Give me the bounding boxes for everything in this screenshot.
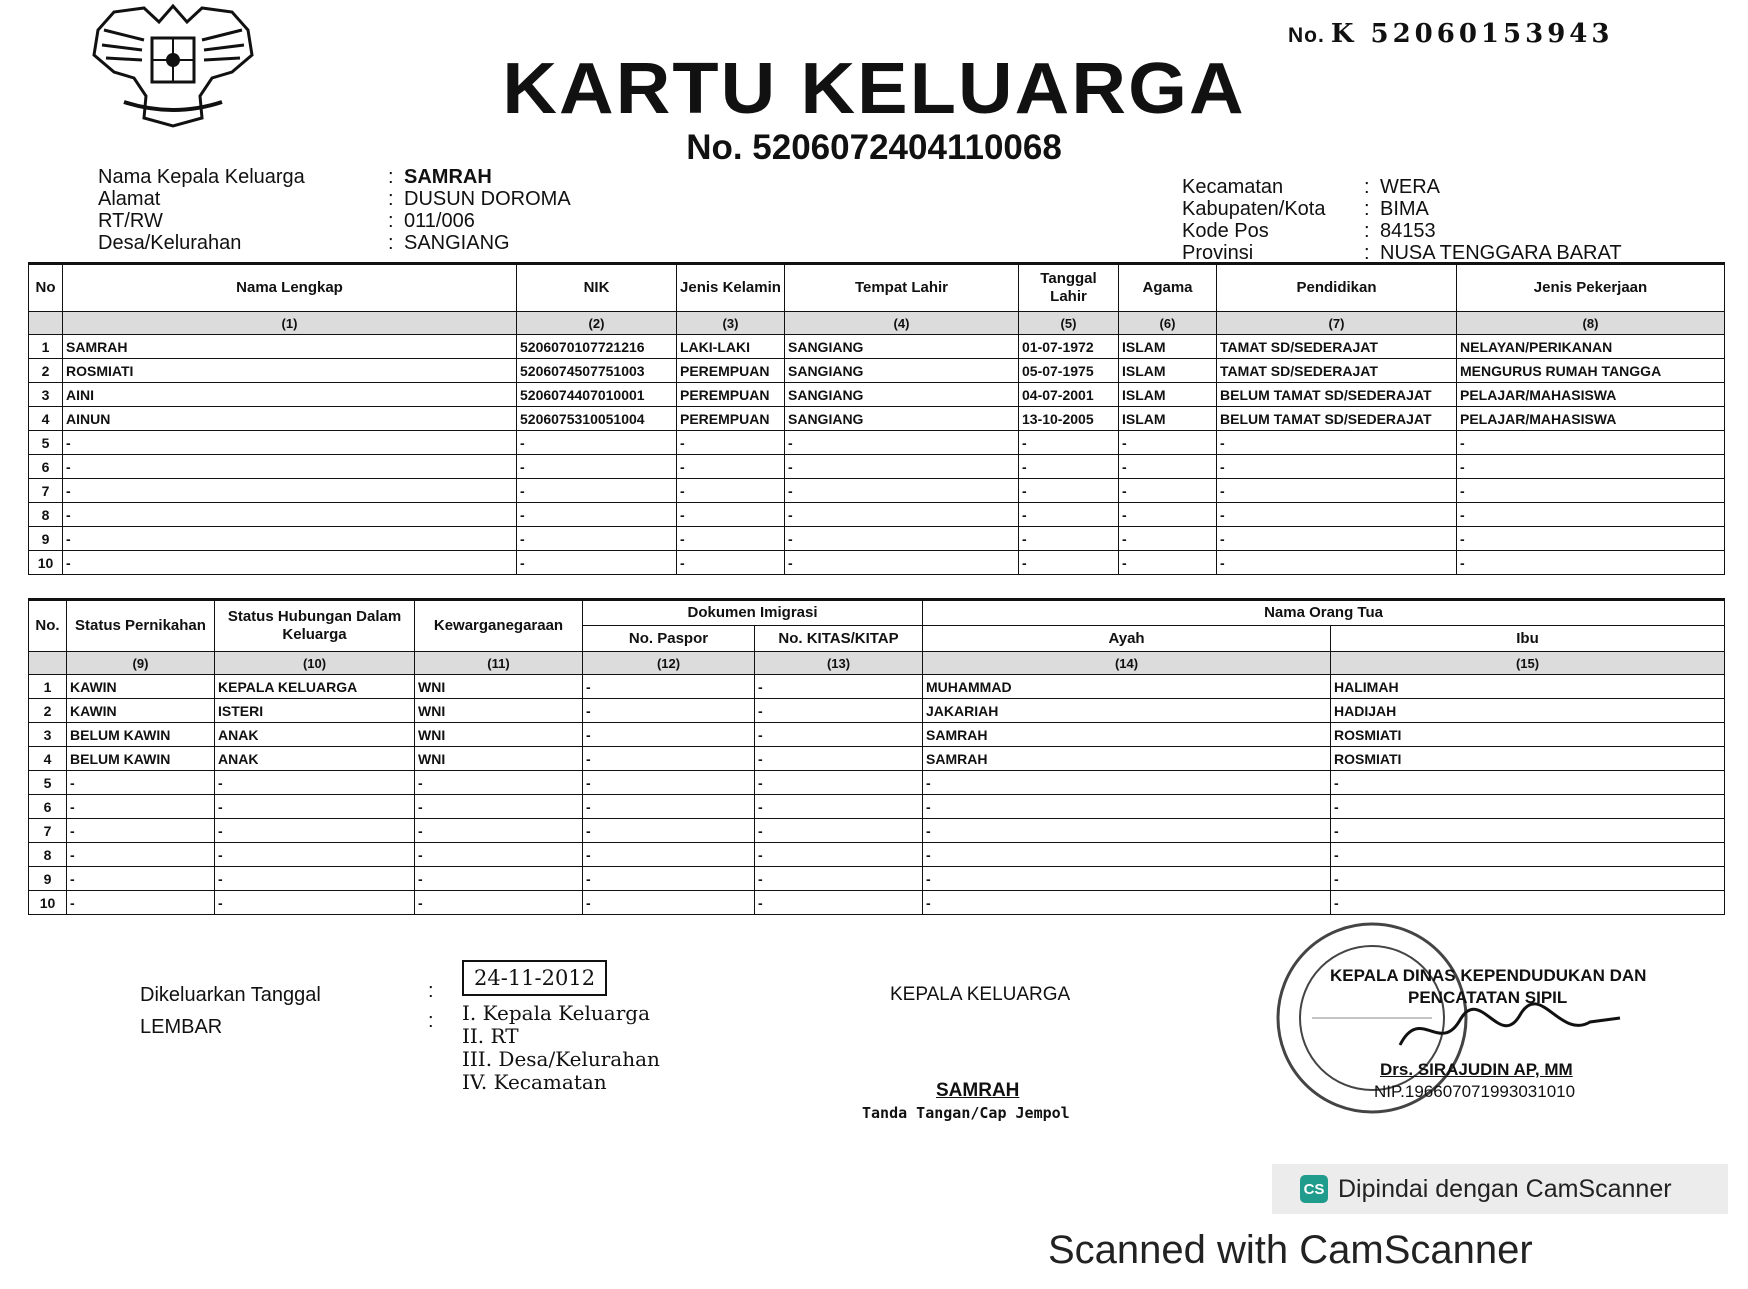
col-number: [29, 312, 63, 335]
cell-status: -: [67, 891, 215, 915]
info-colon: :: [388, 210, 394, 232]
cell-hub: -: [215, 771, 415, 795]
table-row: [29, 795, 1725, 819]
cell-paspor: -: [583, 747, 755, 771]
serial-number: [1288, 18, 1613, 49]
info-row: [98, 188, 571, 210]
cell-paspor: -: [583, 867, 755, 891]
col-header-status-pernikahan: Status Pernikahan: [67, 600, 215, 652]
info-label: Provinsi: [1182, 242, 1254, 264]
col-header-kewarganegaraan: Kewarganegaraan: [415, 600, 583, 652]
lembar-list: [462, 1002, 660, 1094]
cell-nik: -: [517, 455, 677, 479]
table-row: [29, 431, 1725, 455]
cell-ayah: MUHAMMAD: [923, 675, 1331, 699]
cell-status: BELUM KAWIN: [67, 747, 215, 771]
col-number: (8): [1457, 312, 1725, 335]
lembar-item: III. Desa/Kelurahan: [462, 1047, 660, 1071]
cell-jk: PEREMPUAN: [677, 383, 785, 407]
cell-tgl: 04-07-2001: [1019, 383, 1119, 407]
info-row: [1182, 176, 1622, 198]
cell-ayah: -: [923, 795, 1331, 819]
cell-warga: -: [415, 891, 583, 915]
cell-kerja: -: [1457, 455, 1725, 479]
cell-no: 1: [29, 675, 67, 699]
cell-nama: ROSMIATI: [63, 359, 517, 383]
kepala-keluarga-name: SAMRAH: [936, 1080, 1020, 1101]
cell-tempat: SANGIANG: [785, 407, 1019, 431]
info-colon: :: [1364, 220, 1370, 242]
cell-no: 2: [29, 699, 67, 723]
cell-ibu: ROSMIATI: [1331, 723, 1725, 747]
cell-hub: -: [215, 867, 415, 891]
cell-warga: -: [415, 795, 583, 819]
cell-status: -: [67, 771, 215, 795]
table-row: [29, 867, 1725, 891]
info-value: 84153: [1380, 220, 1436, 242]
cell-no: 5: [29, 431, 63, 455]
col-header-nik: NIK: [517, 264, 677, 312]
cell-nik: 5206074407010001: [517, 383, 677, 407]
cell-paspor: -: [583, 819, 755, 843]
cell-jk: PEREMPUAN: [677, 359, 785, 383]
info-value: DUSUN DOROMA: [404, 188, 571, 210]
table-row: [29, 479, 1725, 503]
cell-kitas: -: [755, 747, 923, 771]
cell-tgl: -: [1019, 479, 1119, 503]
cell-paspor: -: [583, 723, 755, 747]
cell-kitas: -: [755, 771, 923, 795]
table-row: [29, 819, 1725, 843]
cell-status: KAWIN: [67, 699, 215, 723]
cell-tempat: -: [785, 431, 1019, 455]
col-header-status-hubungan: Status Hubungan Dalam Keluarga: [215, 600, 415, 652]
cell-no: 3: [29, 723, 67, 747]
official-nip: NIP.196607071993031010: [1374, 1082, 1576, 1101]
cell-tgl: 13-10-2005: [1019, 407, 1119, 431]
cell-pend: BELUM TAMAT SD/SEDERAJAT: [1217, 383, 1457, 407]
cell-jk: -: [677, 431, 785, 455]
issued-date-value: 24-11-2012: [462, 960, 607, 996]
cell-hub: KEPALA KELUARGA: [215, 675, 415, 699]
col-header-dokumen-imigrasi: Dokumen Imigrasi: [583, 600, 923, 626]
cell-status: -: [67, 843, 215, 867]
cell-tgl: -: [1019, 431, 1119, 455]
cell-paspor: -: [583, 795, 755, 819]
table-row: [29, 891, 1725, 915]
cell-ibu: -: [1331, 819, 1725, 843]
col-header-tanggal-lahir: Tanggal Lahir: [1019, 264, 1119, 312]
col-number: (13): [755, 652, 923, 675]
cell-tempat: SANGIANG: [785, 335, 1019, 359]
col-header-pendidikan: Pendidikan: [1217, 264, 1457, 312]
cell-ibu: HALIMAH: [1331, 675, 1725, 699]
info-value: BIMA: [1380, 198, 1429, 220]
col-number: (11): [415, 652, 583, 675]
official-name: Drs. SIRAJUDIN AP, MM: [1380, 1060, 1573, 1079]
cell-no: 6: [29, 455, 63, 479]
col-header-nama-orang-tua: Nama Orang Tua: [923, 600, 1725, 626]
cell-kitas: -: [755, 699, 923, 723]
family-card-number: No. 5206072404110068: [686, 128, 1062, 167]
cell-ayah: -: [923, 867, 1331, 891]
cell-jk: -: [677, 551, 785, 575]
cell-ayah: -: [923, 819, 1331, 843]
info-label: Kode Pos: [1182, 220, 1269, 242]
info-label: Desa/Kelurahan: [98, 232, 242, 254]
info-row: [98, 232, 571, 254]
info-value: NUSA TENGGARA BARAT: [1380, 242, 1622, 264]
info-label: Nama Kepala Keluarga: [98, 166, 305, 188]
col-header-ibu: Ibu: [1331, 626, 1725, 652]
col-number: (3): [677, 312, 785, 335]
lembar-item: I. Kepala Keluarga: [462, 1001, 650, 1025]
table-row: [29, 383, 1725, 407]
cell-no: 8: [29, 843, 67, 867]
info-colon: :: [388, 166, 394, 188]
cell-paspor: -: [583, 771, 755, 795]
camscanner-banner: [1272, 1164, 1728, 1214]
col-number: (5): [1019, 312, 1119, 335]
cell-agama: ISLAM: [1119, 383, 1217, 407]
col-number: (4): [785, 312, 1019, 335]
cell-ayah: -: [923, 771, 1331, 795]
cell-agama: -: [1119, 551, 1217, 575]
cell-tgl: -: [1019, 455, 1119, 479]
cell-paspor: -: [583, 891, 755, 915]
info-row: [98, 210, 571, 232]
official-title-line2: PENCATATAN SIPIL: [1408, 988, 1568, 1007]
cell-kerja: PELAJAR/MAHASISWA: [1457, 407, 1725, 431]
cell-agama: -: [1119, 503, 1217, 527]
col-header-agama: Agama: [1119, 264, 1217, 312]
cell-agama: ISLAM: [1119, 407, 1217, 431]
cell-nik: -: [517, 479, 677, 503]
table-row: [29, 843, 1725, 867]
cell-no: 8: [29, 503, 63, 527]
cell-pend: -: [1217, 431, 1457, 455]
col-header-nama: Nama Lengkap: [63, 264, 517, 312]
info-colon: :: [1364, 176, 1370, 198]
table-row: [29, 335, 1725, 359]
cell-kitas: -: [755, 843, 923, 867]
table-row: [29, 699, 1725, 723]
info-value: 011/006: [404, 210, 475, 232]
kepala-keluarga-title: KEPALA KELUARGA: [890, 984, 1071, 1005]
cell-nik: -: [517, 503, 677, 527]
cell-tgl: -: [1019, 503, 1119, 527]
cell-pend: TAMAT SD/SEDERAJAT: [1217, 359, 1457, 383]
col-number: (9): [67, 652, 215, 675]
info-colon: :: [388, 188, 394, 210]
col-header-pekerjaan: Jenis Pekerjaan: [1457, 264, 1725, 312]
table-row: [29, 551, 1725, 575]
cell-status: KAWIN: [67, 675, 215, 699]
cell-hub: -: [215, 843, 415, 867]
cell-agama: -: [1119, 527, 1217, 551]
cell-kitas: -: [755, 819, 923, 843]
family-status-table: [28, 598, 1725, 915]
cell-warga: WNI: [415, 723, 583, 747]
col-header-paspor: No. Paspor: [583, 626, 755, 652]
table-row: [29, 723, 1725, 747]
cell-pend: TAMAT SD/SEDERAJAT: [1217, 335, 1457, 359]
info-value: SAMRAH: [404, 166, 492, 188]
lembar-item: II. RT: [462, 1024, 519, 1048]
col-number: (15): [1331, 652, 1725, 675]
cell-nama: AINI: [63, 383, 517, 407]
cell-pend: -: [1217, 455, 1457, 479]
table-row: [29, 455, 1725, 479]
serial-value: K 52060153943: [1330, 19, 1614, 49]
col-number: (7): [1217, 312, 1457, 335]
official-signature-icon: [1390, 1000, 1630, 1060]
cell-no: 3: [29, 383, 63, 407]
table-row: [29, 407, 1725, 431]
table-row: [29, 527, 1725, 551]
table-row: [29, 503, 1725, 527]
cell-nama: -: [63, 455, 517, 479]
col-header-jenis-kelamin: Jenis Kelamin: [677, 264, 785, 312]
lembar-label: LEMBAR: [140, 1016, 223, 1038]
cell-nik: -: [517, 527, 677, 551]
cell-nama: -: [63, 551, 517, 575]
cell-no: 1: [29, 335, 63, 359]
document-title: KARTU KELUARGA: [502, 49, 1246, 129]
cell-ibu: ROSMIATI: [1331, 747, 1725, 771]
col-number: (12): [583, 652, 755, 675]
cell-pend: -: [1217, 527, 1457, 551]
table-row: [29, 675, 1725, 699]
cell-tgl: -: [1019, 551, 1119, 575]
cell-tgl: 01-07-1972: [1019, 335, 1119, 359]
cell-jk: -: [677, 503, 785, 527]
cell-kerja: PELAJAR/MAHASISWA: [1457, 383, 1725, 407]
cell-no: 5: [29, 771, 67, 795]
cell-kitas: -: [755, 891, 923, 915]
cell-kitas: -: [755, 675, 923, 699]
cell-ayah: JAKARIAH: [923, 699, 1331, 723]
cell-nik: 5206075310051004: [517, 407, 677, 431]
camscanner-text: Dipindai dengan CamScanner: [1338, 1174, 1672, 1203]
cell-nama: AINUN: [63, 407, 517, 431]
cell-tgl: -: [1019, 527, 1119, 551]
col-number: (2): [517, 312, 677, 335]
cell-status: -: [67, 795, 215, 819]
cell-nik: -: [517, 431, 677, 455]
cell-nama: -: [63, 431, 517, 455]
info-colon: :: [388, 232, 394, 254]
col-header-kitas: No. KITAS/KITAP: [755, 626, 923, 652]
col-number: (10): [215, 652, 415, 675]
cell-kerja: -: [1457, 503, 1725, 527]
cell-ayah: SAMRAH: [923, 723, 1331, 747]
cell-nama: -: [63, 503, 517, 527]
info-label: Alamat: [98, 188, 161, 210]
header-right-info: [1182, 176, 1622, 264]
info-row: [98, 166, 571, 188]
cell-kitas: -: [755, 723, 923, 747]
col-number: (14): [923, 652, 1331, 675]
cell-jk: LAKI-LAKI: [677, 335, 785, 359]
cell-kerja: NELAYAN/PERIKANAN: [1457, 335, 1725, 359]
cell-nik: -: [517, 551, 677, 575]
family-status-body: [29, 675, 1725, 915]
cell-agama: -: [1119, 479, 1217, 503]
info-label: Kabupaten/Kota: [1182, 198, 1326, 220]
cell-kitas: -: [755, 795, 923, 819]
cell-tempat: -: [785, 527, 1019, 551]
info-value: SANGIANG: [404, 232, 510, 254]
camscanner-icon: CS: [1300, 1175, 1328, 1203]
lembar-colon: :: [428, 1010, 434, 1032]
column-number-row: [29, 312, 1725, 335]
col-header-no: No: [29, 264, 63, 312]
family-members-body: [29, 335, 1725, 575]
table-row: [29, 771, 1725, 795]
cell-warga: WNI: [415, 747, 583, 771]
cell-tempat: SANGIANG: [785, 383, 1019, 407]
info-label: RT/RW: [98, 210, 163, 232]
cell-warga: WNI: [415, 699, 583, 723]
cell-ibu: -: [1331, 795, 1725, 819]
cell-no: 4: [29, 747, 67, 771]
cell-tempat: -: [785, 551, 1019, 575]
info-value: WERA: [1380, 176, 1440, 198]
info-label: Kecamatan: [1182, 176, 1284, 198]
cell-ibu: HADIJAH: [1331, 699, 1725, 723]
col-header-ayah: Ayah: [923, 626, 1331, 652]
cell-tempat: -: [785, 479, 1019, 503]
cell-hub: -: [215, 891, 415, 915]
serial-prefix: No.: [1288, 24, 1325, 47]
cell-kerja: -: [1457, 431, 1725, 455]
col-number: (1): [63, 312, 517, 335]
info-colon: :: [1364, 198, 1370, 220]
cell-warga: -: [415, 843, 583, 867]
cell-hub: -: [215, 795, 415, 819]
cell-nik: 5206070107721216: [517, 335, 677, 359]
cell-tempat: -: [785, 455, 1019, 479]
cell-tgl: 05-07-1975: [1019, 359, 1119, 383]
cell-hub: ISTERI: [215, 699, 415, 723]
cell-no: 10: [29, 891, 67, 915]
cell-warga: -: [415, 819, 583, 843]
cell-ibu: -: [1331, 891, 1725, 915]
cell-pend: -: [1217, 479, 1457, 503]
cell-hub: ANAK: [215, 723, 415, 747]
cell-no: 7: [29, 479, 63, 503]
col-header-no: No.: [29, 600, 67, 652]
cell-kerja: MENGURUS RUMAH TANGGA: [1457, 359, 1725, 383]
cell-no: 9: [29, 527, 63, 551]
issued-date-label: Dikeluarkan Tanggal: [140, 984, 321, 1006]
info-row: [1182, 198, 1622, 220]
cell-warga: WNI: [415, 675, 583, 699]
cell-jk: -: [677, 479, 785, 503]
info-row: [1182, 220, 1622, 242]
cell-agama: -: [1119, 455, 1217, 479]
cell-no: 9: [29, 867, 67, 891]
cell-agama: ISLAM: [1119, 335, 1217, 359]
table-row: [29, 747, 1725, 771]
info-row: [1182, 242, 1622, 264]
header-left-info: [98, 166, 571, 254]
cell-warga: -: [415, 867, 583, 891]
cell-kerja: -: [1457, 479, 1725, 503]
cell-jk: -: [677, 527, 785, 551]
cell-status: -: [67, 867, 215, 891]
cell-nama: SAMRAH: [63, 335, 517, 359]
column-number-row: [29, 652, 1725, 675]
info-colon: :: [1364, 242, 1370, 264]
signature-caption: Tanda Tangan/Cap Jempol: [862, 1104, 1070, 1122]
cell-status: BELUM KAWIN: [67, 723, 215, 747]
cell-kerja: -: [1457, 551, 1725, 575]
cell-nik: 5206074507751003: [517, 359, 677, 383]
cell-agama: -: [1119, 431, 1217, 455]
issued-colon: :: [428, 980, 434, 1002]
lembar-item: IV. Kecamatan: [462, 1070, 607, 1094]
cell-pend: -: [1217, 551, 1457, 575]
cell-nama: -: [63, 527, 517, 551]
cell-status: -: [67, 819, 215, 843]
col-number: (6): [1119, 312, 1217, 335]
cell-kitas: -: [755, 867, 923, 891]
cell-ayah: -: [923, 891, 1331, 915]
cell-paspor: -: [583, 699, 755, 723]
cell-ayah: SAMRAH: [923, 747, 1331, 771]
cell-ibu: -: [1331, 867, 1725, 891]
cell-tempat: SANGIANG: [785, 359, 1019, 383]
cell-ibu: -: [1331, 771, 1725, 795]
cell-ayah: -: [923, 843, 1331, 867]
cell-warga: -: [415, 771, 583, 795]
cell-no: 4: [29, 407, 63, 431]
cell-kerja: -: [1457, 527, 1725, 551]
table-row: [29, 359, 1725, 383]
cell-jk: -: [677, 455, 785, 479]
cell-tempat: -: [785, 503, 1019, 527]
cell-jk: PEREMPUAN: [677, 407, 785, 431]
cell-hub: -: [215, 819, 415, 843]
cell-pend: -: [1217, 503, 1457, 527]
cell-no: 7: [29, 819, 67, 843]
cell-agama: ISLAM: [1119, 359, 1217, 383]
cell-no: 10: [29, 551, 63, 575]
official-title-line1: KEPALA DINAS KEPENDUDUKAN DAN: [1330, 966, 1647, 985]
cell-paspor: -: [583, 843, 755, 867]
cell-no: 6: [29, 795, 67, 819]
cell-no: 2: [29, 359, 63, 383]
cell-paspor: -: [583, 675, 755, 699]
col-header-tempat-lahir: Tempat Lahir: [785, 264, 1019, 312]
family-members-table: [28, 262, 1725, 575]
scanned-with-text: Scanned with CamScanner: [1048, 1228, 1533, 1272]
cell-pend: BELUM TAMAT SD/SEDERAJAT: [1217, 407, 1457, 431]
cell-ibu: -: [1331, 843, 1725, 867]
col-number: [29, 652, 67, 675]
cell-hub: ANAK: [215, 747, 415, 771]
cell-nama: -: [63, 479, 517, 503]
